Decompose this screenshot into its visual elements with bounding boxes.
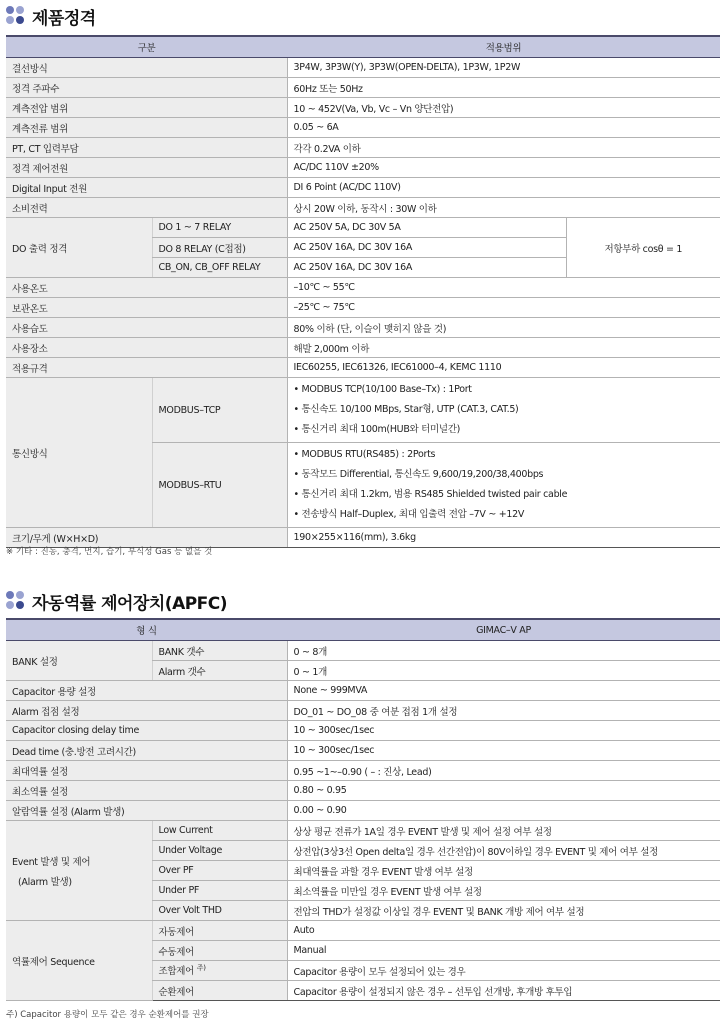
do-item-value: AC 250V 16A, DC 30V 16A [287, 238, 566, 258]
table-row [6, 318, 720, 338]
row-label: Capacitor 용량 설정 [6, 681, 287, 701]
row-value: 상시 20W 이하, 동작시 : 30W 이하 [287, 198, 720, 218]
event-item-label: Under PF [152, 881, 287, 901]
rtu-line: • 동작모드 Differential, 통신속도 9,600/19,200/38,400bps [293, 469, 544, 480]
rtu-line: • MODBUS RTU(RS485) : 2Ports [293, 449, 436, 460]
do-output-label: DO 출력 정격 [6, 218, 152, 278]
bank-label: BANK 설정 [6, 641, 152, 681]
table-row [6, 338, 720, 358]
row-label: Dead time (충.방전 고려시간) [6, 741, 287, 761]
event-label-line2: (Alarm 발생) [18, 876, 72, 888]
event-item-value: 상전압(3상3선 Open delta일 경우 선간전압)이 80V이하일 경우 EVENT 및 제어 여부 설정 [287, 841, 720, 861]
bank-item-value: 0 ~ 8개 [287, 641, 720, 661]
do-item-value: AC 250V 16A, DC 30V 16A [287, 258, 566, 278]
table-row [6, 721, 720, 741]
sequence-item-value: Manual [287, 941, 720, 961]
event-item-label: Under Voltage [152, 841, 287, 861]
row-label: 소비전력 [6, 198, 287, 218]
spec-title: 제품정격 [32, 8, 96, 29]
row-value: 80% 이하 (단, 이슬이 맺히지 않을 것) [287, 318, 720, 338]
table-row [6, 158, 720, 178]
event-item-value: 최대역률을 과할 경우 EVENT 발생 여부 설정 [287, 861, 720, 881]
bank-item-label: BANK 갯수 [152, 641, 287, 661]
table-row [6, 821, 720, 841]
section-bullet-icon [6, 6, 26, 26]
row-label: 적용규격 [6, 358, 287, 378]
communication-label: 통신방식 [6, 378, 152, 528]
row-label: 최소역률 설정 [6, 781, 287, 801]
row-label: 최대역률 설정 [6, 761, 287, 781]
row-label: Capacitor closing delay time [6, 721, 287, 741]
row-value: 해발 2,000m 이하 [287, 338, 720, 358]
event-label [6, 821, 152, 921]
tcp-details [287, 378, 720, 443]
sequence-item-label: 자동제어 [152, 921, 287, 941]
do-item-value: AC 250V 5A, DC 30V 5A [287, 218, 566, 238]
table-row [6, 781, 720, 801]
sequence-item-label: 조합제어 [158, 966, 195, 978]
row-value: 10 ~ 300sec/1sec [287, 741, 720, 761]
event-item-label: Low Current [152, 821, 287, 841]
sequence-item-value: Auto [287, 921, 720, 941]
row-value: 10 ~ 452V(Va, Vb, Vc – Vn 양단전압) [287, 98, 720, 118]
apfc-section-title [6, 589, 227, 613]
table-row [6, 118, 720, 138]
row-label: 사용습도 [6, 318, 287, 338]
apfc-header-row [6, 619, 720, 641]
sequence-item-label-cell [152, 961, 287, 981]
row-value: DO_01 ~ DO_08 중 여분 접점 1개 설정 [287, 701, 720, 721]
row-label: 사용장소 [6, 338, 287, 358]
row-label: 계측전압 범위 [6, 98, 287, 118]
row-label: Digital Input 전원 [6, 178, 287, 198]
table-row [6, 681, 720, 701]
sequence-item-value: Capacitor 용량이 모두 설정되어 있는 경우 [287, 961, 720, 981]
row-label: PT, CT 입력부담 [6, 138, 287, 158]
row-value: –10℃ ~ 55℃ [287, 278, 720, 298]
event-label-line1: Event 발생 및 제어 [12, 856, 91, 868]
row-value: 0.95 ~1~–0.90 ( – : 진상, Lead) [287, 761, 720, 781]
row-label: 정격 제어전원 [6, 158, 287, 178]
apfc-footnote: 주) Capacitor 용량이 모두 같은 경우 순환제어를 권장 [6, 1010, 209, 1020]
row-value: 0.00 ~ 0.90 [287, 801, 720, 821]
table-row [6, 178, 720, 198]
do-item-label: CB_ON, CB_OFF RELAY [152, 258, 287, 278]
table-row [6, 358, 720, 378]
sequence-item-value: Capacitor 용량이 설정되지 않은 경우 – 선투입 선개방, 후개방 후투입 [287, 981, 720, 1001]
row-value: –25℃ ~ 75℃ [287, 298, 720, 318]
row-value: DI 6 Point (AC/DC 110V) [287, 178, 720, 198]
footnote-mark: 주) [196, 964, 206, 973]
do-item-label: DO 1 ~ 7 RELAY [152, 218, 287, 238]
table-row [6, 58, 720, 78]
do-item-label: DO 8 RELAY (C접점) [152, 238, 287, 258]
apfc-table [6, 618, 720, 1001]
tcp-line: • MODBUS TCP(10/100 Base–Tx) : 1Port [293, 384, 472, 395]
table-row [6, 78, 720, 98]
row-value: 10 ~ 300sec/1sec [287, 721, 720, 741]
event-item-value: 전압의 THD가 설정값 이상일 경우 EVENT 및 BANK 개방 제어 여부 설정 [287, 901, 720, 921]
sequence-item-label: 수동제어 [152, 941, 287, 961]
table-row [6, 641, 720, 661]
row-label: 결선방식 [6, 58, 287, 78]
row-value: 60Hz 또는 50Hz [287, 78, 720, 98]
table-row [6, 198, 720, 218]
spec-header-row [6, 36, 720, 58]
spec-footnote: ※ 기타 : 진동, 충격, 먼지, 습기, 부식성 Gas 등 없을 것 [6, 547, 213, 557]
row-value: 0.05 ~ 6A [287, 118, 720, 138]
table-row [6, 378, 720, 443]
tcp-label: MODBUS–TCP [152, 378, 287, 443]
table-row [6, 278, 720, 298]
table-row [6, 921, 720, 941]
apfc-header-col2: GIMAC–V AP [287, 619, 720, 641]
spec-section-title [6, 4, 96, 28]
row-value: IEC60255, IEC61326, IEC61000–4, KEMC 1110 [287, 358, 720, 378]
table-row [6, 218, 720, 238]
rtu-line: • 통신거리 최대 1.2km, 범용 RS485 Shielded twisted pair cable [293, 489, 568, 500]
row-value: None ~ 999MVA [287, 681, 720, 701]
sequence-label: 역률제어 Sequence [6, 921, 152, 1001]
spec-table [6, 35, 720, 548]
spec-header-col1: 구분 [6, 36, 287, 58]
rtu-label: MODBUS–RTU [152, 443, 287, 528]
table-row [6, 298, 720, 318]
tcp-line: • 통신속도 10/100 MBps, Star형, UTP (CAT.3, CAT.5) [293, 404, 519, 415]
apfc-title: 자동역률 제어장치(APFC) [32, 593, 228, 614]
rtu-details [287, 443, 720, 528]
row-label: 사용온도 [6, 278, 287, 298]
table-row [6, 98, 720, 118]
row-label: 정격 주파수 [6, 78, 287, 98]
event-item-label: Over PF [152, 861, 287, 881]
row-label: 크기/무게 (W×H×D) [6, 528, 287, 548]
row-value: 각각 0.2VA 이하 [287, 138, 720, 158]
row-value: 3P4W, 3P3W(Y), 3P3W(OPEN-DELTA), 1P3W, 1P2W [287, 58, 720, 78]
bank-item-value: 0 ~ 1개 [287, 661, 720, 681]
table-row [6, 741, 720, 761]
table-row [6, 701, 720, 721]
row-label: 계측전류 범위 [6, 118, 287, 138]
tcp-line: • 통신거리 최대 100m(HUB와 터미널간) [293, 424, 461, 435]
table-row [6, 801, 720, 821]
apfc-header-col1: 형 식 [6, 619, 287, 641]
section-bullet-icon [6, 591, 26, 611]
sequence-item-label: 순환제어 [152, 981, 287, 1001]
bank-item-label: Alarm 갯수 [152, 661, 287, 681]
do-output-note: 저항부하 cosθ = 1 [566, 218, 720, 278]
event-item-value: 상상 평균 전류가 1A일 경우 EVENT 발생 및 제어 설정 여부 설정 [287, 821, 720, 841]
row-value: 190×255×116(mm), 3.6kg [287, 528, 720, 548]
spec-header-col2: 적용범위 [287, 36, 720, 58]
row-label: Alarm 접점 설정 [6, 701, 287, 721]
rtu-line: • 전송방식 Half–Duplex, 최대 입출력 전압 –7V ~ +12V [293, 509, 525, 520]
row-value: 0.80 ~ 0.95 [287, 781, 720, 801]
table-row [6, 761, 720, 781]
row-value: AC/DC 110V ±20% [287, 158, 720, 178]
row-label: 보관온도 [6, 298, 287, 318]
table-row [6, 138, 720, 158]
event-item-label: Over Volt THD [152, 901, 287, 921]
row-label: 알람역률 설정 (Alarm 발생) [6, 801, 287, 821]
event-item-value: 최소역률을 미만일 경우 EVENT 발생 여부 설정 [287, 881, 720, 901]
